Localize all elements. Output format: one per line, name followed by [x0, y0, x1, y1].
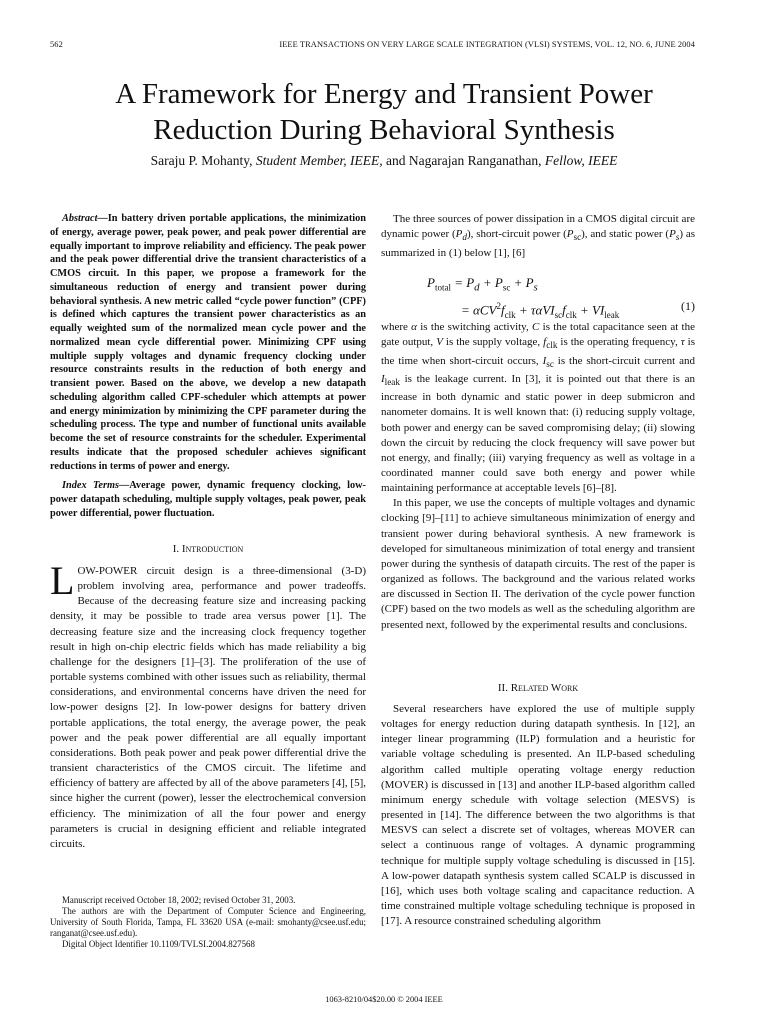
paper-outline-paragraph: In this paper, we use the concepts of multiple voltages and dynamic clocking [9]–[11] to achieve simultaneous minimization of energy and transient power during behavioral synthesis. A new framework is developed for simultaneous minimization of total energy and transient power during the synthesis of datapath circuits. The rest of the paper is organized as follows. The background and the various related works are discussed in Section II. The derivation of the cycle power function (CPF) based on the two models as well as the scheduling algorithm are presented next, followed by the experimental results and conclusions. [381, 497, 695, 631]
section-title: Related Work [510, 682, 579, 694]
author-conjunction: and [385, 153, 406, 168]
title-line-1: A Framework for Energy and Transient Power [115, 78, 653, 110]
author-1: Saraju P. Mohanty, [150, 153, 253, 168]
author-1-role: Student Member, IEEE, [255, 153, 383, 168]
title-line-2: Reduction During Behavioral Synthesis [153, 114, 615, 146]
related-work-text: Several researchers have explored the use of multiple supply voltages for energy reduction during datapath synthesis. In [12], an integer linear programming (ILP) formulation and a heuristic for variable voltage scheduling is presented. An ILP-based scheduling algorithm called multiple operating voltage energy reduction (MOVER) is discussed in [13] and another ILP-based algorithm called minimum energy schedule with voltage selection (MESVS) is presented in [14]. The difference between the two algorithms is that MESVS can select a discrete set of voltages, whereas MOVER can select a continuous range of voltages. A dynamic programming technique for multiple supply voltage scheduling is discussed in [15]. A low-power datapath synthesis system called SCALP is discussed in [16], which uses both voltage scaling and capacitance reduction. A time constrained multiple voltage scheduling technique is proposed in [17]. A resource constrained scheduling algorithm [381, 703, 695, 928]
author-line [0, 153, 768, 169]
footnote-manuscript: Manuscript received October 18, 2002; revised October 31, 2003. [62, 895, 296, 905]
section-numeral: I. [172, 543, 180, 555]
page-number: 562 [50, 40, 63, 49]
abstract-label: Abstract— [62, 213, 108, 224]
section-heading-related-work [381, 682, 695, 694]
abstract-text: In battery driven portable applications, the minimization of energy, average power, peak power, and peak power differential are equally important to improve reliability and efficiency. The peak power and the peak power differential drive the transient characteristics of a CMOS circuit. In this paper, we propose a framework for the simultaneous reduction of energy and transient power during behavioral synthesis. A new metric called “cycle power function” (CPF) is defined which captures the transient power characteristics as an equally weighted sum of the normalized mean cycle power and the normalized mean cycle differential power. Minimizing CPF using multiple supply voltages and dynamic frequency clocking under resource constraints results in the reduction of both energy and transient power. Based on the above, we develop a new datapath scheduling algorithm called CPF-scheduler which attempts at power and energy minimization by minimizing the CPF parameter during the scheduling process. The type and number of functional units available become the set of resource constraints for the scheduler. Experimental results indicate that the proposed scheduler achieves significant reductions in terms of power and energy. [50, 213, 366, 472]
footnotes [50, 895, 366, 950]
intro-lead: OW-POWER [77, 565, 138, 577]
section-title: Introduction [181, 543, 244, 555]
intro-text: circuit design is a three-dimensional (3-D) problem involving area, performance and power tradeoffs. Because of the decreasing feature size and increasing packing density, it may be possible to trade area versus power [1]. The decreasing feature size and the increasing clock frequency together result in high on-chip electric fields which has made reliability a big challenge for the designers [1]–[3]. The proliferation of the use of portable systems combined with other issues such as reliability, thermal considerations, and environmental concerns have driven the need for low-power designs [2]. In low-power designs for battery driven portable applications, the total energy, the average power, the peak power and the peak power differential are all equally important considerations. Both peak power and peak power differential drive the transient characteristics of the CMOS circuit. The lifetime and efficiency of battery are affected by all of the above parameters [4], [5], since higher the current (power), lesser the electrochemical conversion efficiency. The minimization of all the four power and energy parameters is crucial in designing efficient and reliable integrated circuits. [50, 565, 366, 850]
abstract [50, 212, 366, 473]
equation-1: $P_{total} = P_d + P_{sc} + P_s$ = $\alpha CV^2f_{clk} + \tau\alpha VI_{sc}f_{clk} + VI_{leak}$ (1) [427, 275, 695, 320]
equation-number: (1) [681, 298, 695, 313]
author-2: Nagarajan Ranganathan, [408, 153, 542, 168]
introduction-body [50, 558, 366, 852]
copyright-footer: 1063-8210/04$20.00 © 2004 IEEE [325, 995, 443, 1004]
section-heading-introduction [50, 543, 366, 555]
power-terms-paragraph: where α is the switching activity, C is the total capacitance seen at the gate output, V is the supply voltage, $f_{clk}$ is the operating frequency, τ is the time when short-circuit occurs, $I_{sc}$ is the short-circuit current and $I_{leak}$ is the leakage current. In [3], it is pointed out that there is an increase in both dynamic and static power in deep submicron and nanometer domains. It is well known that: (i) reducing supply voltage, both power and energy can be saved compromising delay; (ii) slowing down the circuit by reducing the clock frequency will save power but not energy, and finally; (iii) varying frequency as well as voltage in a coordinated manner could save both energy and power while maintaining performance at acceptable levels [6]–[8]. In this paper, we use the concepts of multiple voltages and dynamic clocking [9]–[11] to achieve simultaneous minimization of energy and transient power during behavioral synthesis. A new framework is developed for simultaneous minimization of total energy and transient power during the synthesis of datapath circuits. The rest of the paper is organized as follows. The background and the various related works are discussed in Section II. The derivation of the cycle power function (CPF) based on the two models as well as the scheduling algorithm are presented next, followed by the experimental results and conclusions. [381, 320, 695, 633]
footnote-doi: Digital Object Identifier 10.1109/TVLSI.2004.827568 [62, 939, 255, 950]
journal-header: IEEE TRANSACTIONS ON VERY LARGE SCALE INTEGRATION (VLSI) SYSTEMS, VOL. 12, NO. 6, JUNE 2004 [279, 40, 695, 49]
paper-title [0, 76, 768, 148]
footnote-affiliation: The authors are with the Department of Computer Science and Engineering, University of South Florida, Tampa, FL 33620 USA (e-mail: smohanty@csee.usf.edu; ranganat@csee.usf.edu). [50, 906, 366, 939]
index-terms [50, 479, 366, 520]
index-terms-label: Index Terms— [62, 480, 130, 491]
power-sources-paragraph: The three sources of power dissipation in a CMOS digital circuit are dynamic power $(P_d)$, short-circuit power $(P_{sc})$, and static power $(P_s)$ as summarized in (1) below [1], [6] [381, 213, 696, 259]
related-work-body [381, 702, 695, 929]
index-terms-text: Average power, dynamic frequency clocking, low-power datapath scheduling, multiple supply voltages, peak power, peak power differential, power fluctuation. [50, 480, 366, 519]
drop-cap: L [50, 558, 75, 603]
author-2-role: Fellow, IEEE [544, 153, 618, 168]
section-numeral: II. [497, 682, 508, 694]
